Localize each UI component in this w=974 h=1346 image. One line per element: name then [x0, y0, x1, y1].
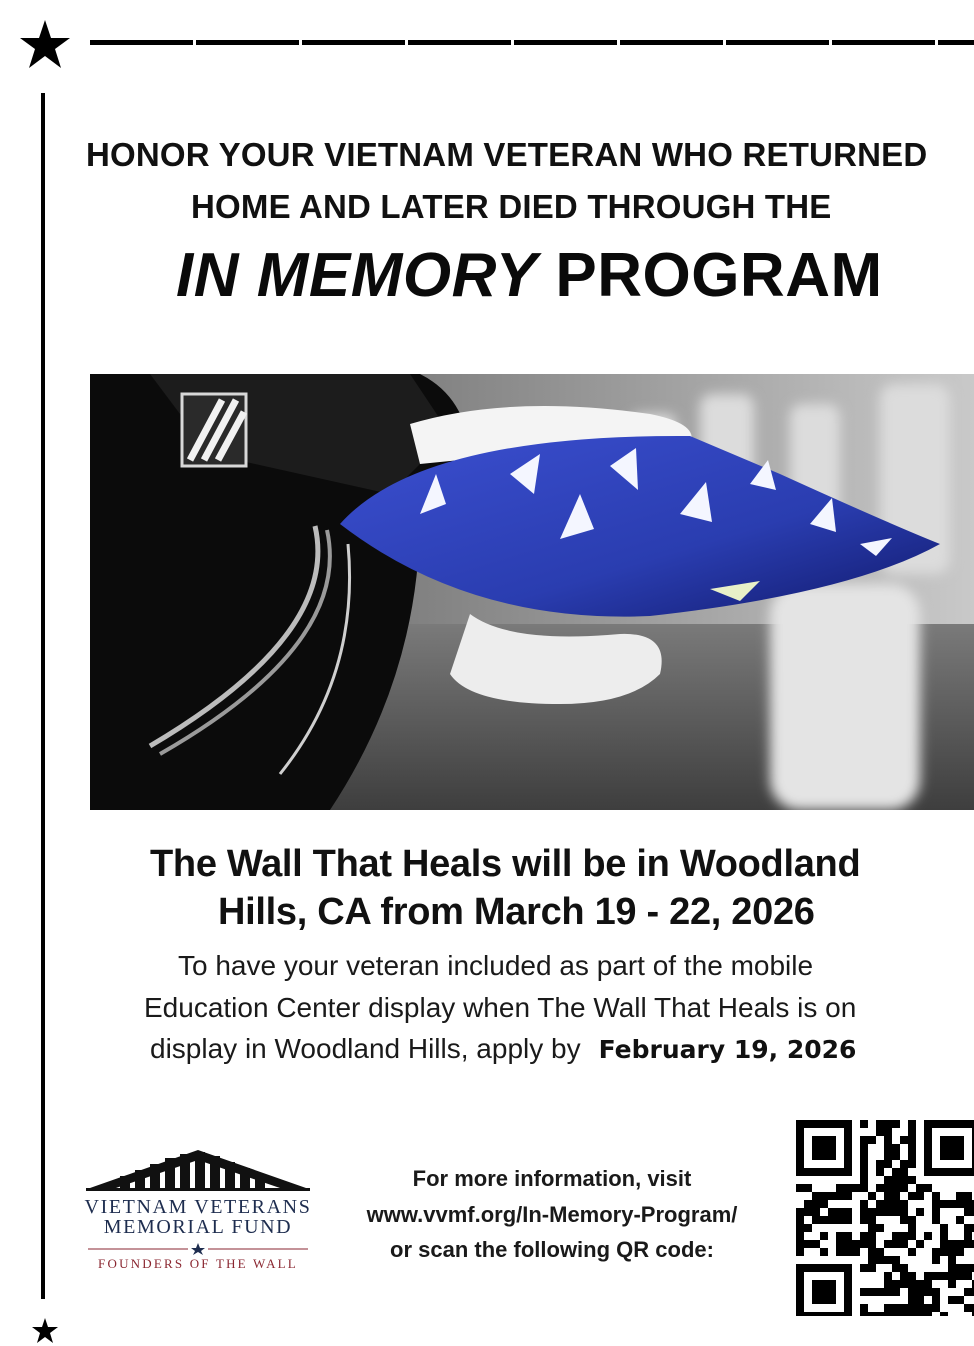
qr-module	[892, 1264, 900, 1272]
qr-module	[884, 1152, 892, 1160]
qr-module	[900, 1272, 908, 1280]
qr-module	[892, 1200, 900, 1208]
qr-module	[868, 1312, 876, 1316]
qr-module	[948, 1280, 956, 1288]
qr-module	[884, 1160, 892, 1168]
qr-module	[868, 1240, 876, 1248]
qr-module	[844, 1248, 852, 1256]
qr-module	[932, 1208, 940, 1216]
qr-module	[804, 1224, 812, 1232]
qr-module	[820, 1200, 828, 1208]
qr-module	[820, 1192, 828, 1200]
top-border-dashes	[90, 40, 974, 45]
qr-module	[908, 1312, 916, 1316]
qr-module	[948, 1272, 956, 1280]
qr-module	[868, 1288, 876, 1296]
qr-finder	[940, 1136, 964, 1160]
qr-module	[852, 1248, 860, 1256]
qr-module	[860, 1264, 868, 1272]
qr-module	[860, 1288, 868, 1296]
qr-module	[844, 1192, 852, 1200]
logo-divider	[80, 1242, 316, 1256]
qr-module	[860, 1216, 868, 1224]
qr-module	[900, 1200, 908, 1208]
qr-module	[796, 1248, 804, 1256]
qr-module	[892, 1256, 900, 1264]
qr-module	[892, 1232, 900, 1240]
qr-module	[836, 1240, 844, 1248]
qr-module	[908, 1224, 916, 1232]
qr-module	[956, 1248, 964, 1256]
qr-module	[884, 1280, 892, 1288]
qr-module	[892, 1120, 900, 1128]
qr-module	[876, 1288, 884, 1296]
qr-module	[924, 1304, 932, 1312]
qr-module	[932, 1288, 940, 1296]
qr-module	[884, 1288, 892, 1296]
qr-module	[900, 1280, 908, 1288]
body-line-3	[150, 1033, 856, 1065]
qr-module	[924, 1184, 932, 1192]
qr-module	[868, 1136, 876, 1144]
qr-module	[964, 1208, 972, 1216]
qr-module	[948, 1256, 956, 1264]
qr-module	[820, 1232, 828, 1240]
qr-module	[804, 1184, 812, 1192]
qr-module	[908, 1288, 916, 1296]
qr-module	[916, 1312, 924, 1316]
qr-module	[876, 1168, 884, 1176]
qr-module	[884, 1312, 892, 1316]
star-icon	[30, 1316, 60, 1346]
qr-module	[860, 1184, 868, 1192]
qr-module	[884, 1200, 892, 1208]
qr-module	[884, 1144, 892, 1152]
qr-module	[940, 1200, 948, 1208]
qr-module	[884, 1192, 892, 1200]
star-icon	[14, 14, 76, 76]
qr-module	[924, 1272, 932, 1280]
qr-module	[892, 1152, 900, 1160]
qr-module	[884, 1208, 892, 1216]
qr-module	[884, 1256, 892, 1264]
apply-by-text: display in Woodland Hills, apply by	[150, 1033, 581, 1064]
qr-module	[900, 1208, 908, 1216]
qr-module	[836, 1232, 844, 1240]
qr-module	[844, 1240, 852, 1248]
qr-module	[892, 1304, 900, 1312]
qr-module	[852, 1240, 860, 1248]
qr-module	[860, 1176, 868, 1184]
qr-module	[956, 1192, 964, 1200]
qr-module	[916, 1304, 924, 1312]
qr-module	[892, 1280, 900, 1288]
qr-module	[892, 1288, 900, 1296]
qr-module	[796, 1232, 804, 1240]
info-line-1: For more information, visit	[412, 1166, 692, 1191]
qr-module	[908, 1216, 916, 1224]
qr-module	[860, 1120, 868, 1128]
qr-module	[916, 1240, 924, 1248]
event-line-1: The Wall That Heals will be in Woodland	[150, 843, 861, 885]
qr-module	[948, 1200, 956, 1208]
qr-module	[908, 1176, 916, 1184]
qr-module	[860, 1144, 868, 1152]
qr-module	[836, 1208, 844, 1216]
qr-module	[900, 1312, 908, 1316]
qr-module	[916, 1296, 924, 1304]
qr-module	[964, 1304, 972, 1312]
qr-module	[900, 1240, 908, 1248]
body-line-2: Education Center display when The Wall That Heals is on	[144, 992, 857, 1023]
qr-module	[900, 1168, 908, 1176]
info-url-link[interactable]: www.vvmf.org/In-Memory-Program/	[366, 1202, 738, 1227]
qr-module	[892, 1192, 900, 1200]
logo-name-line-1: VIETNAM VETERANS	[84, 1196, 312, 1218]
info-line-3: or scan the following QR code:	[390, 1237, 714, 1262]
qr-module	[892, 1184, 900, 1192]
deadline-date: February 19, 2026	[598, 1035, 857, 1064]
qr-module	[860, 1136, 868, 1144]
qr-module	[916, 1192, 924, 1200]
qr-module	[812, 1216, 820, 1224]
qr-module	[924, 1232, 932, 1240]
qr-module	[892, 1144, 900, 1152]
qr-module	[836, 1184, 844, 1192]
qr-module	[908, 1152, 916, 1160]
title-italic: IN MEMORY	[176, 241, 538, 310]
qr-module	[932, 1304, 940, 1312]
qr-module	[940, 1224, 948, 1232]
qr-module	[876, 1224, 884, 1232]
qr-module	[796, 1216, 804, 1224]
qr-module	[844, 1184, 852, 1192]
qr-module	[860, 1160, 868, 1168]
logo-name-line-2: MEMORIAL FUND	[103, 1216, 293, 1238]
qr-module	[948, 1240, 956, 1248]
qr-module	[900, 1160, 908, 1168]
qr-module	[868, 1224, 876, 1232]
body-line-1: To have your veteran included as part of the mobile	[178, 950, 814, 981]
qr-module	[908, 1304, 916, 1312]
qr-module	[892, 1208, 900, 1216]
memorial-wall-logo-icon	[80, 1148, 316, 1196]
qr-module	[924, 1312, 932, 1316]
qr-module	[860, 1232, 868, 1240]
qr-module	[812, 1208, 820, 1216]
qr-module	[956, 1296, 964, 1304]
qr-module	[900, 1184, 908, 1192]
qr-module	[812, 1200, 820, 1208]
qr-module	[908, 1280, 916, 1288]
qr-module	[956, 1200, 964, 1208]
title-rest: PROGRAM	[555, 241, 883, 310]
qr-module	[924, 1288, 932, 1296]
qr-module	[796, 1224, 804, 1232]
qr-module	[908, 1272, 916, 1280]
qr-module	[876, 1248, 884, 1256]
qr-module	[964, 1232, 972, 1240]
qr-module	[868, 1264, 876, 1272]
qr-module	[932, 1192, 940, 1200]
qr-module	[868, 1232, 876, 1240]
qr-module	[916, 1208, 924, 1216]
qr-module	[932, 1248, 940, 1256]
qr-module	[884, 1304, 892, 1312]
qr-module	[948, 1248, 956, 1256]
qr-module	[908, 1160, 916, 1168]
qr-module	[804, 1208, 812, 1216]
qr-module	[900, 1176, 908, 1184]
qr-module	[892, 1240, 900, 1248]
qr-module	[884, 1240, 892, 1248]
qr-module	[876, 1208, 884, 1216]
qr-module	[884, 1272, 892, 1280]
qr-module	[796, 1240, 804, 1248]
qr-module	[908, 1232, 916, 1240]
qr-module	[916, 1184, 924, 1192]
qr-module	[884, 1120, 892, 1128]
qr-module	[844, 1216, 852, 1224]
qr-module	[932, 1216, 940, 1224]
qr-module	[860, 1200, 868, 1208]
qr-module	[876, 1200, 884, 1208]
qr-module	[884, 1184, 892, 1192]
qr-module	[884, 1128, 892, 1136]
qr-module	[796, 1208, 804, 1216]
qr-module	[804, 1240, 812, 1248]
qr-module	[852, 1184, 860, 1192]
qr-module	[964, 1192, 972, 1200]
qr-module	[964, 1224, 972, 1232]
qr-module	[908, 1296, 916, 1304]
qr-module	[828, 1208, 836, 1216]
qr-module	[820, 1216, 828, 1224]
qr-module	[820, 1248, 828, 1256]
qr-module	[796, 1184, 804, 1192]
folded-flag-photo	[90, 374, 974, 810]
qr-module	[932, 1256, 940, 1264]
qr-module	[956, 1264, 964, 1272]
qr-module	[956, 1240, 964, 1248]
qr-module	[908, 1136, 916, 1144]
qr-module	[948, 1296, 956, 1304]
qr-module	[876, 1120, 884, 1128]
qr-module	[964, 1240, 972, 1248]
headline-line-1: HONOR YOUR VIETNAM VETERAN WHO RETURNED	[86, 136, 928, 173]
qr-module	[844, 1208, 852, 1216]
qr-module	[876, 1128, 884, 1136]
qr-module	[900, 1216, 908, 1224]
qr-module	[860, 1240, 868, 1248]
qr-module	[964, 1200, 972, 1208]
qr-module	[860, 1168, 868, 1176]
qr-module	[812, 1240, 820, 1248]
page-title	[176, 240, 883, 311]
qr-module	[964, 1264, 972, 1272]
qr-module	[932, 1200, 940, 1208]
qr-finder	[812, 1280, 836, 1304]
qr-module	[892, 1176, 900, 1184]
qr-module	[860, 1304, 868, 1312]
qr-module	[964, 1288, 972, 1296]
qr-module	[844, 1232, 852, 1240]
qr-module	[884, 1176, 892, 1184]
qr-finder	[812, 1136, 836, 1160]
qr-module	[828, 1216, 836, 1224]
qr-module	[804, 1200, 812, 1208]
qr-module	[908, 1120, 916, 1128]
qr-module	[876, 1160, 884, 1168]
logo-tagline: FOUNDERS OF THE WALL	[98, 1256, 298, 1271]
left-border-line	[41, 93, 45, 1299]
qr-module	[860, 1208, 868, 1216]
qr-module	[860, 1312, 868, 1316]
vvmf-logo	[80, 1148, 316, 1278]
qr-module	[908, 1144, 916, 1152]
qr-module	[892, 1168, 900, 1176]
qr-module	[940, 1312, 948, 1316]
qr-module	[940, 1232, 948, 1240]
headline-line-2: HOME AND LATER DIED THROUGH THE	[191, 188, 832, 225]
qr-module	[908, 1192, 916, 1200]
event-line-2: Hills, CA from March 19 - 22, 2026	[218, 891, 815, 933]
qr-module	[900, 1232, 908, 1240]
qr-module	[948, 1264, 956, 1272]
qr-module	[900, 1264, 908, 1272]
qr-module	[900, 1136, 908, 1144]
qr-module	[900, 1304, 908, 1312]
qr-module	[940, 1272, 948, 1280]
qr-module	[828, 1192, 836, 1200]
qr-module	[916, 1280, 924, 1288]
qr-module	[932, 1296, 940, 1304]
qr-module	[908, 1248, 916, 1256]
qr-module	[836, 1216, 844, 1224]
qr-module	[812, 1192, 820, 1200]
qr-module	[836, 1192, 844, 1200]
qr-code-icon[interactable]	[796, 1120, 974, 1316]
qr-module	[868, 1192, 876, 1200]
qr-module	[956, 1216, 964, 1224]
qr-module	[876, 1184, 884, 1192]
qr-module	[924, 1280, 932, 1288]
qr-module	[908, 1128, 916, 1136]
qr-module	[868, 1256, 876, 1264]
qr-module	[932, 1272, 940, 1280]
qr-module	[868, 1208, 876, 1216]
qr-module	[860, 1152, 868, 1160]
qr-module	[884, 1136, 892, 1144]
qr-module	[892, 1312, 900, 1316]
qr-module	[916, 1288, 924, 1296]
qr-module	[876, 1312, 884, 1316]
qr-module	[940, 1248, 948, 1256]
qr-module	[956, 1272, 964, 1280]
qr-module	[868, 1216, 876, 1224]
qr-module	[940, 1240, 948, 1248]
qr-module	[868, 1248, 876, 1256]
qr-module	[964, 1272, 972, 1280]
qr-module	[876, 1256, 884, 1264]
qr-module	[836, 1248, 844, 1256]
